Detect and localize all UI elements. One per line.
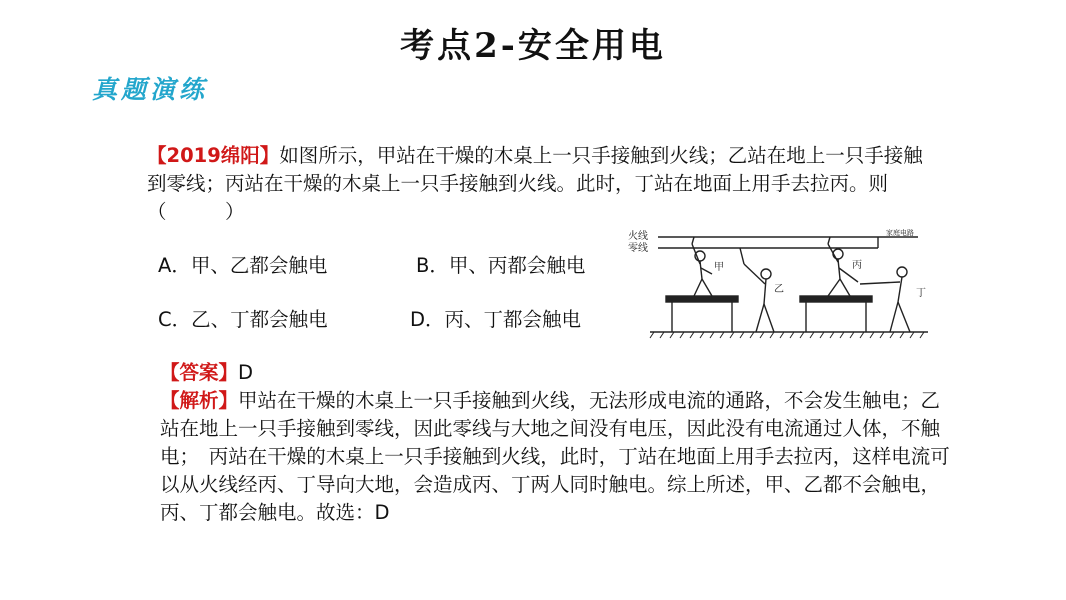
label-household-circuit: 家庭电路 [886,229,914,237]
table-left [666,296,738,302]
label-person-yi: 乙 [774,284,784,295]
question-body: 如图所示，甲站在干燥的木桌上一只手接触到火线；乙站在地上一只手接触到零线；丙站在干燥的木桌上一只手接触到火线。此时，丁站在地面上用手去拉丙。则（ ） [147,144,923,223]
label-person-jia: 甲 [714,262,724,273]
answer-line [160,360,253,386]
label-person-bing: 丙 [852,260,862,271]
analysis-block [160,387,950,527]
answer-value: D [238,361,254,384]
option-a: A．甲、乙都会触电 [158,254,328,277]
analysis-tag: 【解析】 [160,389,239,412]
question-text-block [147,142,937,226]
table-right [800,296,872,302]
section-subtitle: 真题演练 [92,75,209,104]
option-d: D．丙、丁都会触电 [410,308,582,331]
label-person-ding: 丁 [916,288,926,299]
question-source-tag: 【2019绵阳】 [147,144,280,167]
label-neutral-wire: 零线 [628,243,648,254]
analysis-text: 甲站在干燥的木桌上一只手接触到火线，无法形成电流的通路，不会发生触电；乙站在地上一只手接触到零线，因此零线与大地之间没有电压，因此没有电流通过人体，不触电； 丙站在干燥的木桌上一只手接触到火线，此时，丁站在地面上用手去拉丙，这样电流可以从火线经丙、丁导向大地，会造成丙、丁两人同时触电。综上所述，甲、乙都不会触电，丙、丁都会触电。故选：D [160,389,950,524]
page-title: 考点2-安全用电 [400,26,666,66]
label-live-wire: 火线 [628,231,648,242]
option-c: C．乙、丁都会触电 [158,308,328,331]
answer-tag: 【答案】 [160,361,239,384]
option-b: B．甲、丙都会触电 [416,254,586,277]
circuit-figure [628,224,933,342]
